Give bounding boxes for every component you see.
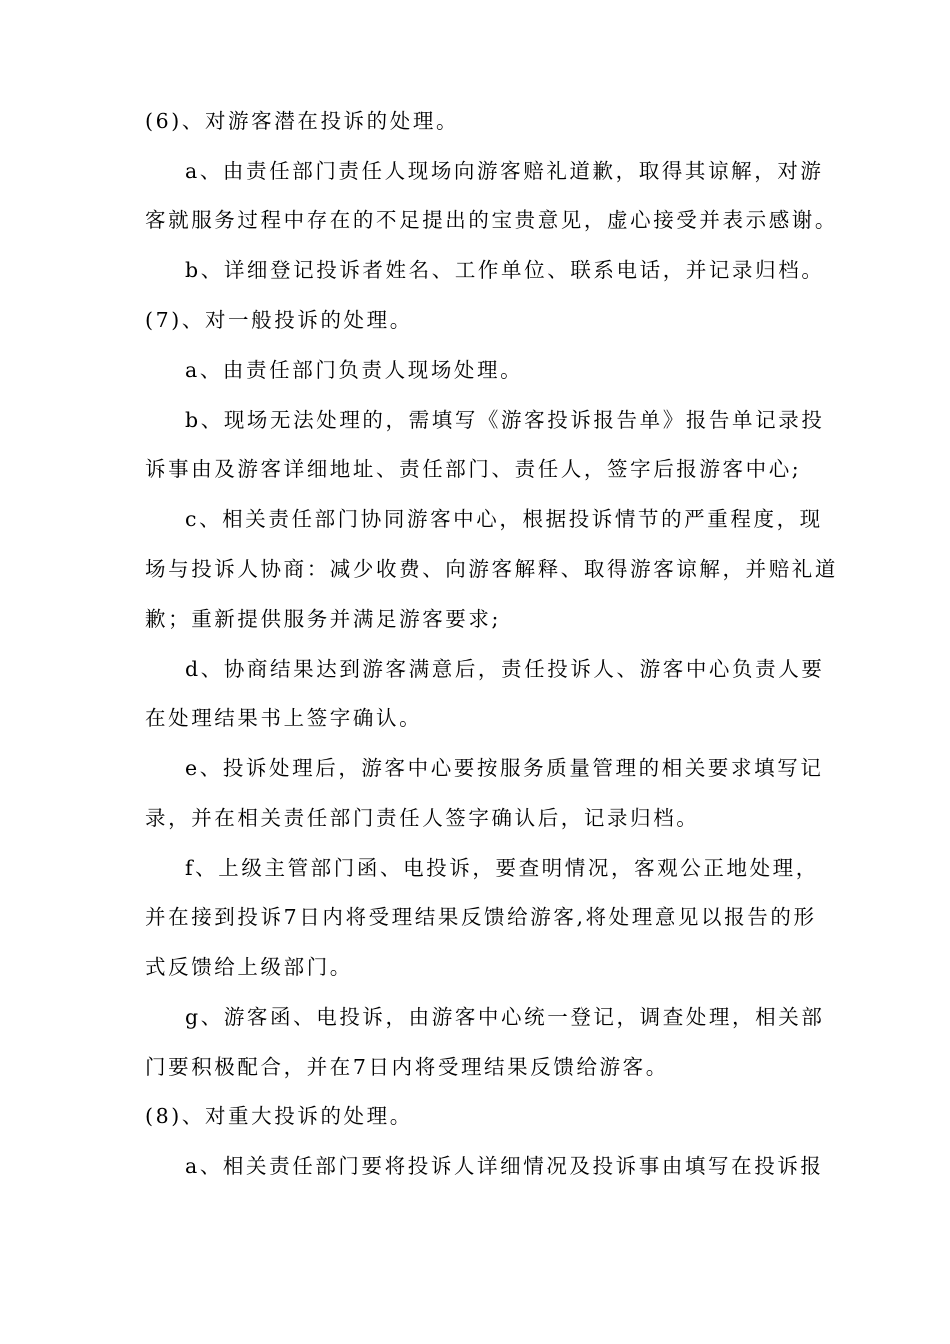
paragraph-line: 客就服务过程中存在的不足提出的宝贵意见，虚心接受并表示感谢。 [145, 208, 838, 232]
section-heading-7: (7)、对一般投诉的处理。 [145, 308, 413, 332]
paragraph-line: c、相关责任部门协同游客中心，根据投诉情节的严重程度，现 [185, 507, 823, 531]
section-heading-6: (6)、对游客潜在投诉的处理。 [145, 109, 460, 133]
paragraph-line: 诉事由及游客详细地址、责任部门、责任人，签字后报游客中心; [145, 457, 802, 481]
paragraph-line: b、现场无法处理的，需填写《游客投诉报告单》报告单记录投 [185, 408, 825, 432]
paragraph-line: a、相关责任部门要将投诉人详细情况及投诉事由填写在投诉报 [185, 1154, 824, 1178]
paragraph-line: 歉；重新提供服务并满足游客要求; [145, 607, 502, 631]
paragraph-line: 场与投诉人协商：减少收费、向游客解释、取得游客谅解，并赔礼道 [145, 557, 838, 581]
paragraph-line: 门要积极配合，并在7日内将受理结果反馈给游客。 [145, 1055, 669, 1079]
section-heading-8: (8)、对重大投诉的处理。 [145, 1104, 413, 1128]
paragraph-line: 并在接到投诉7日内将受理结果反馈给游客,将处理意见以报告的形 [145, 905, 817, 929]
paragraph-line: g、游客函、电投诉，由游客中心统一登记，调查处理，相关部 [185, 1005, 825, 1029]
paragraph-line: d、协商结果达到游客满意后，责任投诉人、游客中心负责人要 [185, 657, 825, 681]
paragraph-line: f、上级主管部门函、电投诉，要查明情况，客观公正地处理， [185, 856, 819, 880]
paragraph-line: b、详细登记投诉者姓名、工作单位、联系电话，并记录归档。 [185, 258, 825, 282]
paragraph-line: a、由责任部门责任人现场向游客赔礼道歉，取得其谅解，对游 [185, 159, 824, 183]
paragraph-line: a、由责任部门负责人现场处理。 [185, 358, 524, 382]
paragraph-line: 在处理结果书上签字确认。 [145, 706, 423, 730]
paragraph-line: 式反馈给上级部门。 [145, 955, 353, 979]
paragraph-line: e、投诉处理后，游客中心要按服务质量管理的相关要求填写记 [185, 756, 824, 780]
paragraph-line: 录，并在相关责任部门责任人签字确认后，记录归档。 [145, 806, 700, 830]
